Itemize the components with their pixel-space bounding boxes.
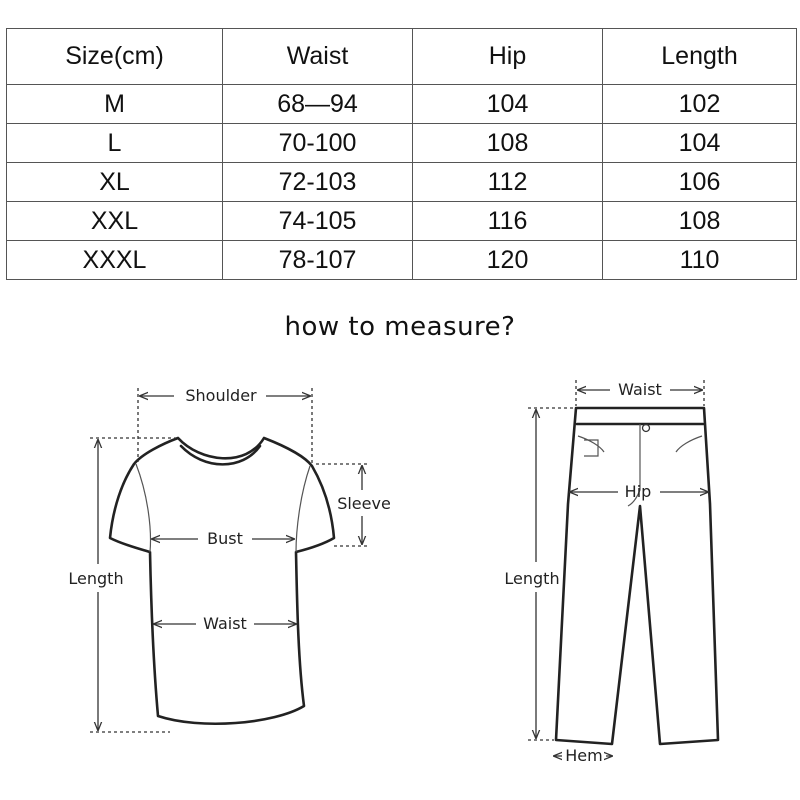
how-to-measure-heading: how to measure? <box>284 312 516 342</box>
header-length: Length <box>603 29 797 85</box>
cell-length: 108 <box>603 202 797 241</box>
tshirt-diagram <box>68 386 390 732</box>
pants-diagram <box>504 380 718 765</box>
header-hip: Hip <box>413 29 603 85</box>
cell-hip: 120 <box>413 241 603 280</box>
cell-waist: 72-103 <box>223 163 413 202</box>
header-size: Size(cm) <box>7 29 223 85</box>
cell-waist: 78-107 <box>223 241 413 280</box>
pocket-left <box>578 436 604 452</box>
cell-waist: 68—94 <box>223 85 413 124</box>
sleeve-left-seam <box>136 464 150 552</box>
button-icon <box>643 425 650 432</box>
shirt-length-label: Length <box>68 569 124 588</box>
hip-label: Hip <box>624 482 652 501</box>
sleeve-right-seam <box>296 466 310 552</box>
tshirt-outline-icon <box>110 438 334 724</box>
cell-size: XXXL <box>7 241 223 280</box>
cell-size: XXL <box>7 202 223 241</box>
bust-label: Bust <box>207 529 243 548</box>
cell-size: L <box>7 124 223 163</box>
shoulder-label: Shoulder <box>185 386 257 405</box>
cell-hip: 104 <box>413 85 603 124</box>
cell-waist: 74-105 <box>223 202 413 241</box>
cell-hip: 108 <box>413 124 603 163</box>
coin-pocket <box>584 440 598 456</box>
header-waist: Waist <box>223 29 413 85</box>
cell-hip: 116 <box>413 202 603 241</box>
cell-waist: 70-100 <box>223 124 413 163</box>
hem-label: Hem <box>565 746 603 765</box>
cell-size: XL <box>7 163 223 202</box>
cell-length: 104 <box>603 124 797 163</box>
cell-length: 102 <box>603 85 797 124</box>
pants-waist-label: Waist <box>618 380 662 399</box>
pocket-right <box>676 436 702 452</box>
sleeve-label: Sleeve <box>337 494 391 513</box>
shirt-waist-label: Waist <box>203 614 247 633</box>
cell-hip: 112 <box>413 163 603 202</box>
pants-length-label: Length <box>504 569 560 588</box>
cell-size: M <box>7 85 223 124</box>
cell-length: 110 <box>603 241 797 280</box>
cell-length: 106 <box>603 163 797 202</box>
pants-outline-icon <box>556 408 718 744</box>
